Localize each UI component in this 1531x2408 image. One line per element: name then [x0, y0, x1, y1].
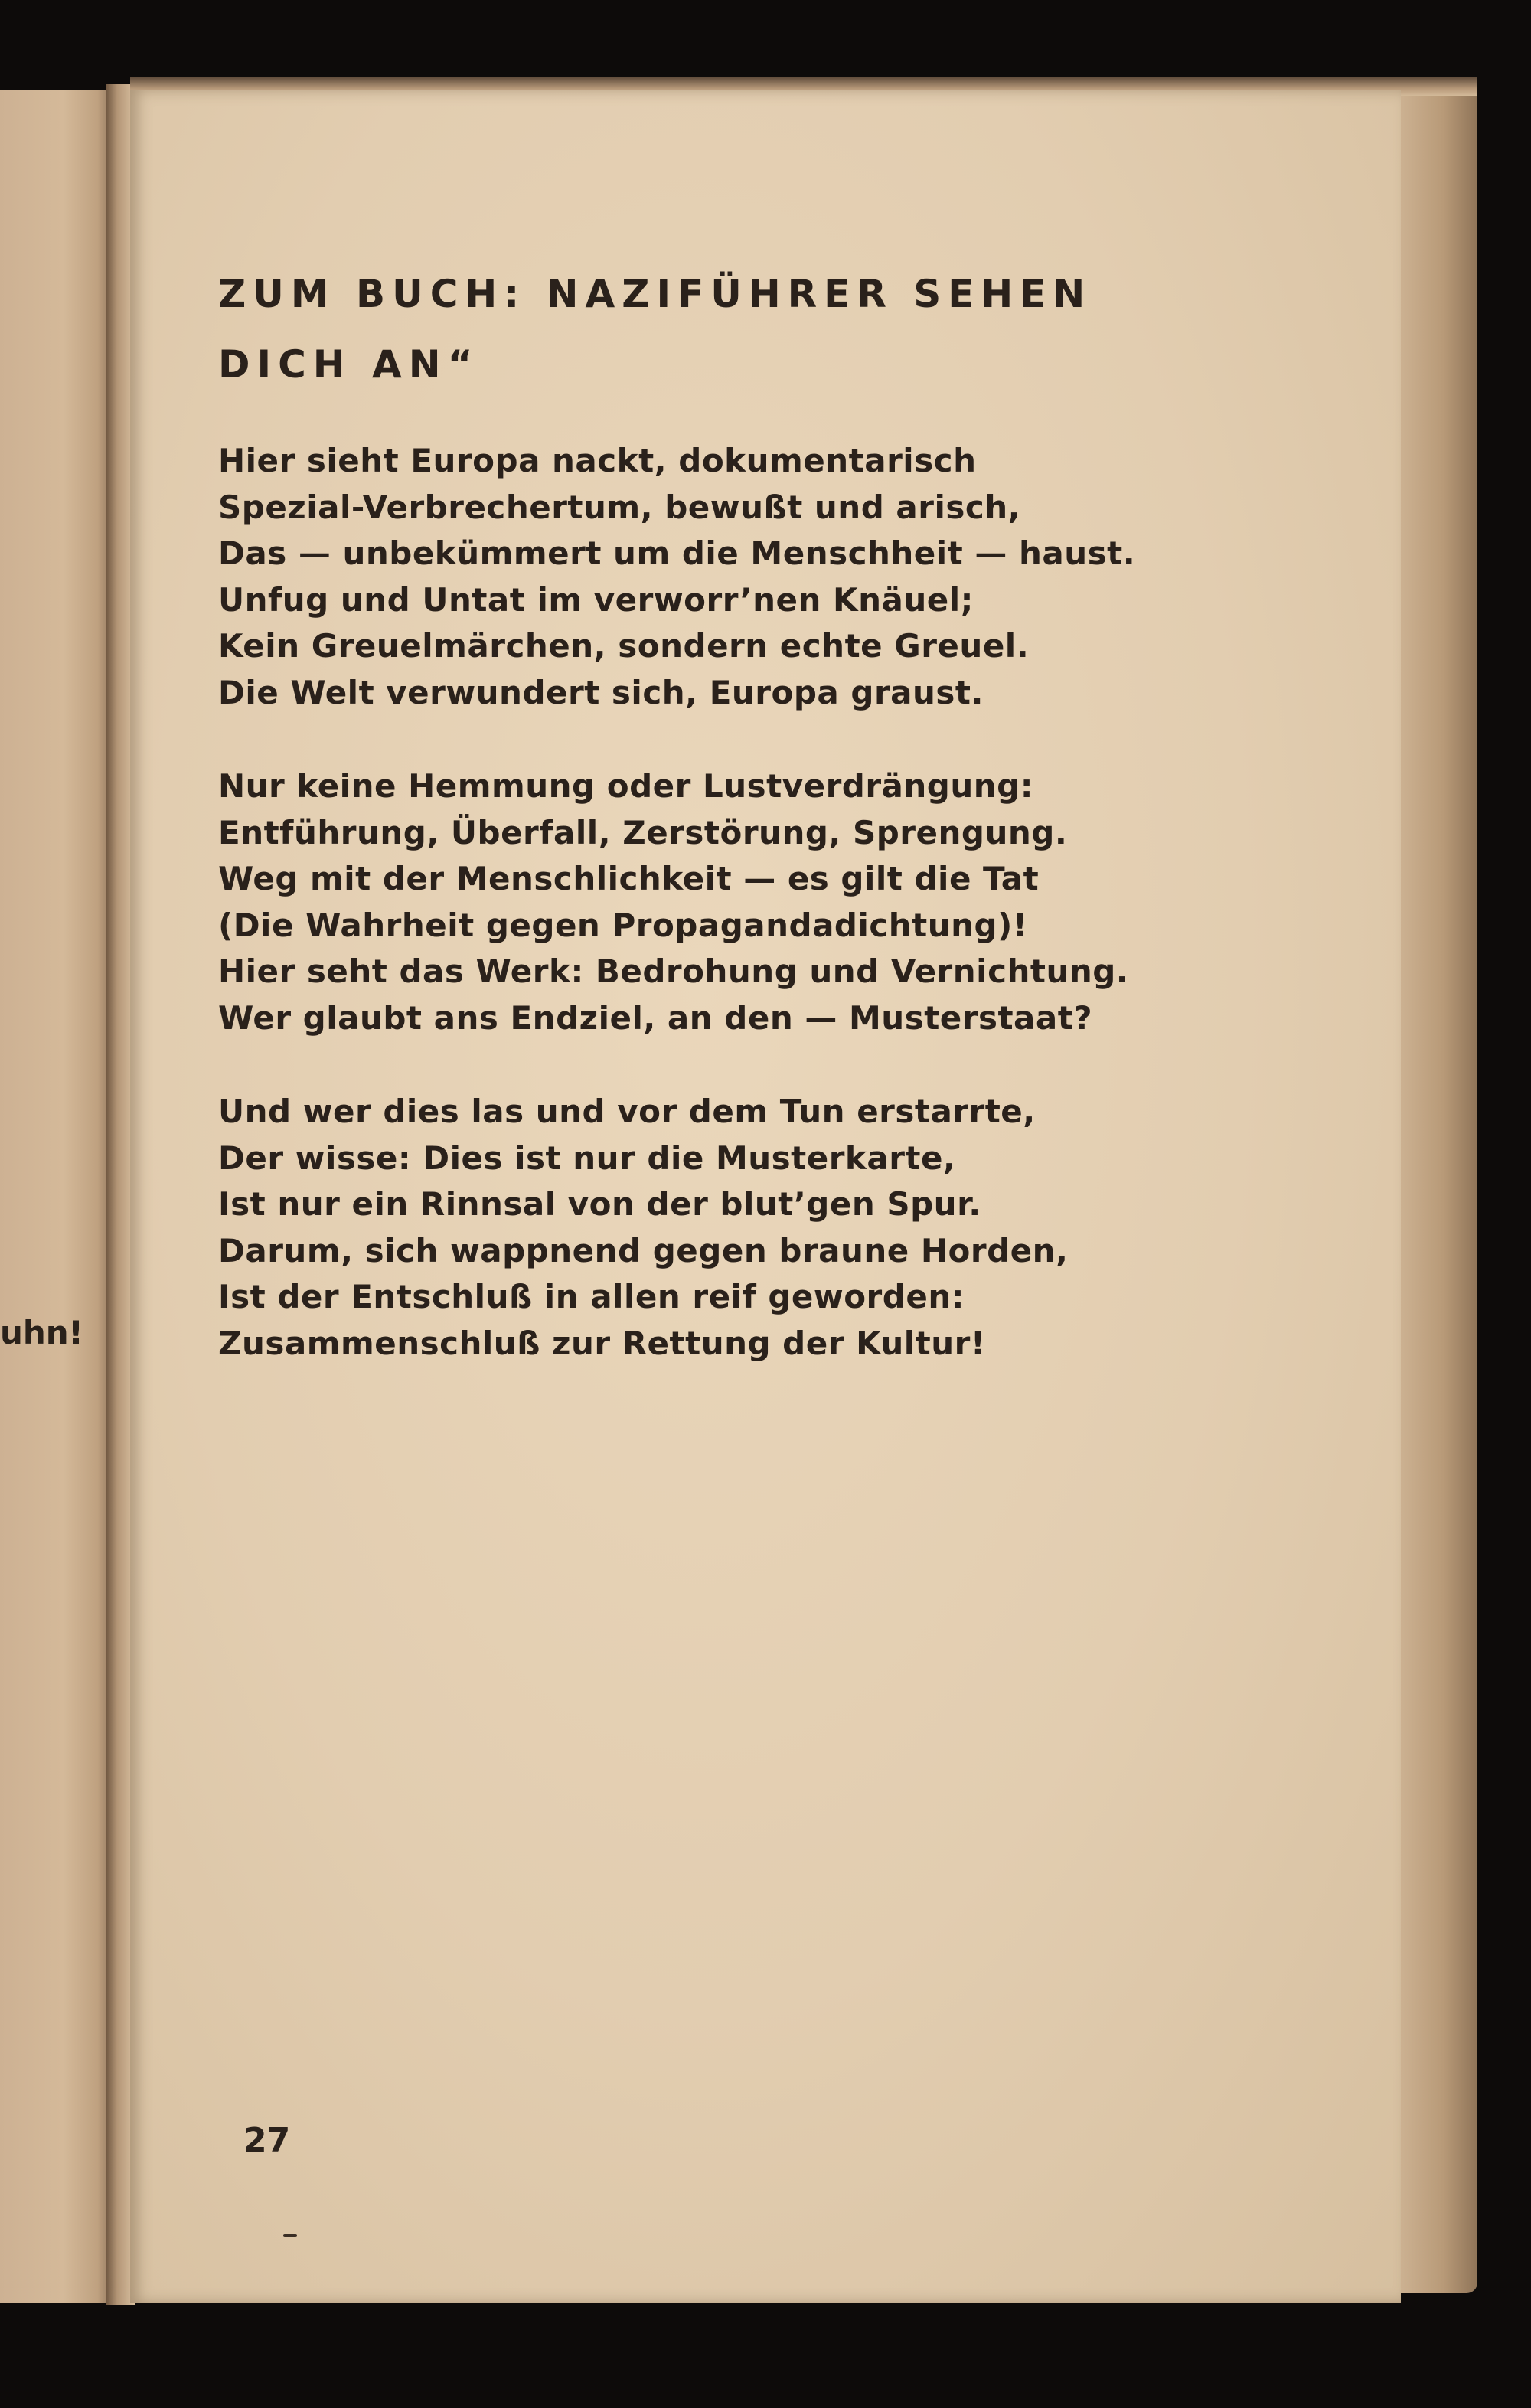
verse-line: Zusammenschluß zur Rettung der Kultur! — [218, 1324, 986, 1362]
page-number: 27 — [243, 2121, 291, 2160]
stanza — [218, 438, 1290, 716]
left-page — [0, 90, 115, 2303]
verse-line: Spezial-Verbrechertum, bewußt und arisch, — [218, 488, 1021, 526]
verse-line: (Die Wahrheit gegen Propagandadichtung)! — [218, 906, 1028, 944]
verse-line: Weg mit der Menschlichkeit — es gilt die Tat — [218, 860, 1040, 897]
verse-line: Wer glaubt ans Endziel, an den — Musterstaat? — [218, 998, 1093, 1037]
left-page-text-fragment: uhn! — [0, 1314, 83, 1351]
poem-title — [218, 259, 1290, 400]
verse-line: Das — unbekümmert um die Menschheit — haust. — [218, 534, 1136, 572]
verse-line: Ist nur ein Rinnsal von der blut’gen Spur. — [218, 1185, 981, 1223]
verse-line: Darum, sich wappnend gegen braune Horden, — [218, 1231, 1069, 1269]
verse-line: Hier seht das Werk: Bedrohung und Vernichtung. — [218, 952, 1129, 990]
stanza — [218, 763, 1290, 1041]
verse-line: Und wer dies las und vor dem Tun erstarrte, — [218, 1093, 1036, 1130]
title-line: DICH AN“ — [218, 342, 480, 387]
verse-line: Hier sieht Europa nackt, dokumentarisch — [218, 442, 977, 479]
verse-line: Kein Greuelmärchen, sondern echte Greuel. — [218, 627, 1030, 665]
verse-line: Unfug und Untat im verworr’nen Knäuel; — [218, 580, 974, 619]
poem-content — [218, 259, 1290, 1367]
verse-line: Entführung, Überfall, Zerstörung, Sprengung. — [218, 813, 1068, 851]
stanza — [218, 1089, 1290, 1367]
title-line: ZUM BUCH: NAZIFÜHRER SEHEN — [218, 272, 1092, 316]
verse-line: Ist der Entschluß in allen reif geworden: — [218, 1278, 965, 1315]
verse-line: Nur keine Hemmung oder Lustverdrängung: — [218, 767, 1034, 805]
right-page — [130, 90, 1401, 2303]
verse-line: Der wisse: Dies ist nur die Musterkarte, — [218, 1139, 956, 1177]
paper-speck — [283, 2234, 297, 2237]
verse-line: Die Welt verwundert sich, Europa graust. — [218, 673, 984, 711]
